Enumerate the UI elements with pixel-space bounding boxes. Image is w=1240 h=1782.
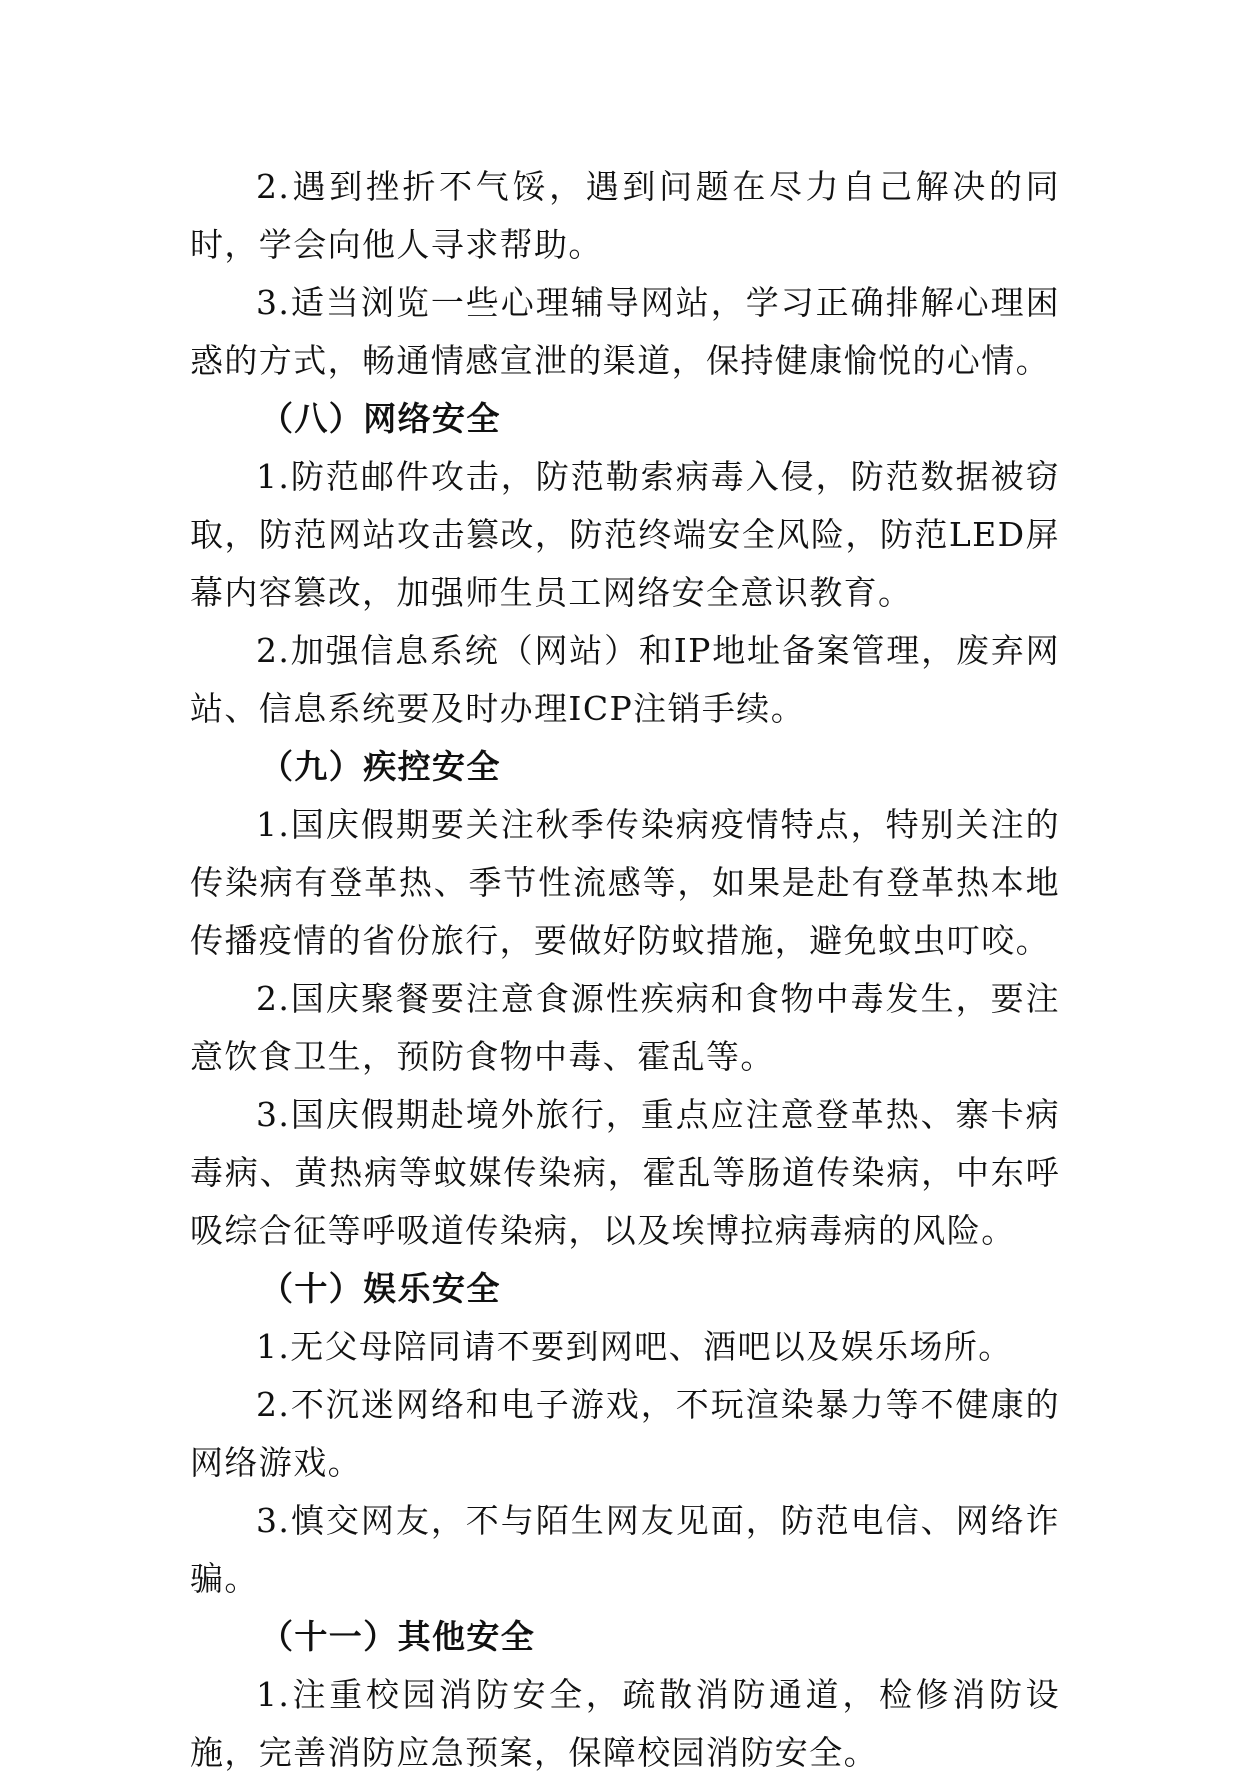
section-heading-entertainment-safety: （十）娱乐安全 bbox=[260, 1269, 501, 1308]
paragraph-entertainment-2: 2.不沉迷网络和电子游戏，不玩渲染暴力等不健康的网络游戏。 bbox=[190, 1385, 1060, 1482]
document-body bbox=[190, 158, 1060, 1782]
paragraph-other-1: 1.注重校园消防安全，疏散消防通道，检修消防设施，完善消防应急预案，保障校园消防安全。 bbox=[190, 1675, 1060, 1772]
section-heading-disease-control: （九）疾控安全 bbox=[260, 747, 501, 786]
paragraph-psych-2: 2.遇到挫折不气馁，遇到问题在尽力自己解决的同时，学会向他人寻求帮助。 bbox=[190, 167, 1060, 264]
paragraph-disease-2: 2.国庆聚餐要注意食源性疾病和食物中毒发生，要注意饮食卫生，预防食物中毒、霍乱等。 bbox=[190, 979, 1060, 1076]
paragraph-network-2: 2.加强信息系统（网站）和IP地址备案管理，废弃网站、信息系统要及时办理ICP注销手续。 bbox=[190, 631, 1060, 728]
paragraph-entertainment-1: 1.无父母陪同请不要到网吧、酒吧以及娱乐场所。 bbox=[256, 1327, 1013, 1366]
paragraph-entertainment-3: 3.慎交网友，不与陌生网友见面，防范电信、网络诈骗。 bbox=[190, 1501, 1060, 1598]
paragraph-network-1: 1.防范邮件攻击，防范勒索病毒入侵，防范数据被窃取，防范网站攻击篡改，防范终端安全风险，防范LED屏幕内容篡改，加强师生员工网络安全意识教育。 bbox=[190, 457, 1060, 612]
paragraph-disease-3: 3.国庆假期赴境外旅行，重点应注意登革热、寨卡病毒病、黄热病等蚊媒传染病，霍乱等肠道传染病，中东呼吸综合征等呼吸道传染病，以及埃博拉病毒病的风险。 bbox=[190, 1095, 1060, 1250]
paragraph-psych-3: 3.适当浏览一些心理辅导网站，学习正确排解心理困惑的方式，畅通情感宣泄的渠道，保持健康愉悦的心情。 bbox=[190, 283, 1060, 380]
section-heading-other-safety: （十一）其他安全 bbox=[260, 1617, 536, 1656]
paragraph-disease-1: 1.国庆假期要关注秋季传染病疫情特点，特别关注的传染病有登革热、季节性流感等，如果是赴有登革热本地传播疫情的省份旅行，要做好防蚊措施，避免蚊虫叮咬。 bbox=[190, 805, 1060, 960]
section-heading-network-security: （八）网络安全 bbox=[260, 399, 501, 438]
